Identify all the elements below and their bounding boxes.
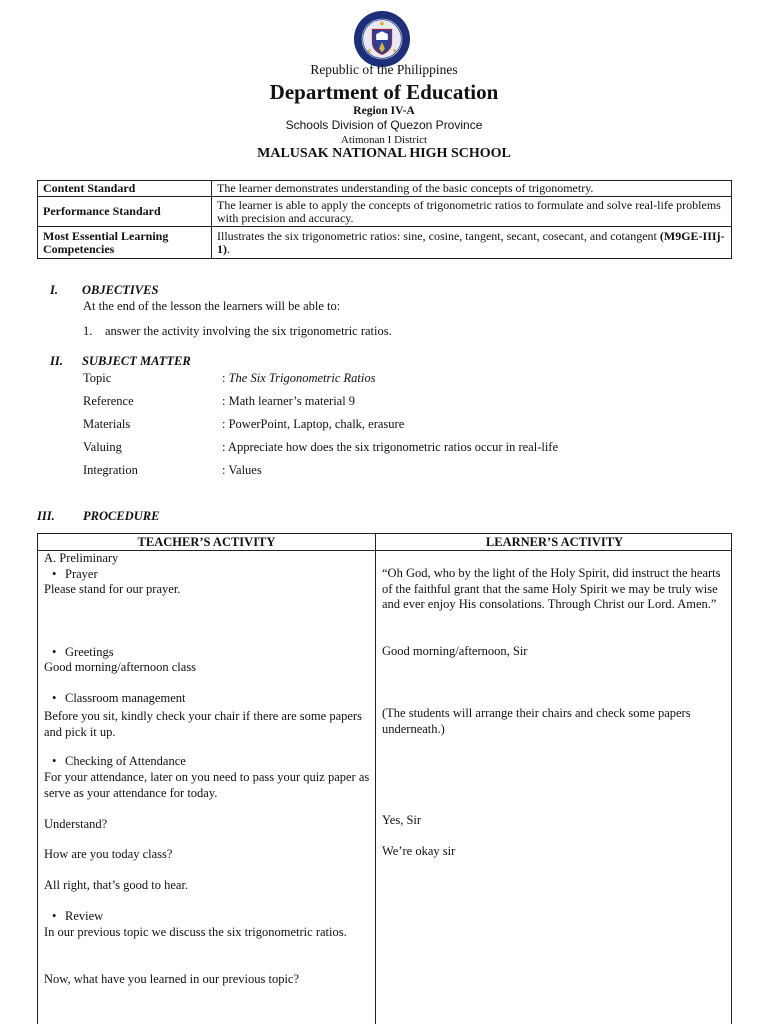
bullet-label: Review [65, 909, 104, 923]
melc-text: Illustrates the six trigonometric ratios: sine, cosine, tangent, secant, cosecant, and cotangent [217, 228, 660, 243]
bullet-icon: • [52, 909, 57, 923]
learner-prayer: “Oh God, who by the light of the Holy Spirit, did instruct the hearts of the faithful grant that the same Holy Spirit we may be truly wise and ever enjoy His consolations. Through Christ our Lord. Amen.” [382, 566, 721, 611]
column-divider [375, 534, 376, 1024]
how-are-you-text: How are you today class? [44, 847, 173, 861]
bullet-icon: • [52, 754, 57, 768]
classroom-text: Before you sit, kindly check your chair if there are some papers and pick it up. [44, 709, 362, 739]
bullet-icon: • [52, 645, 57, 659]
melc-end: . [227, 241, 230, 256]
learner-classroom: (The students will arrange their chairs and check some papers underneath.) [382, 706, 691, 736]
separator: : [222, 394, 229, 408]
topic-value [222, 371, 375, 386]
deped-seal-icon [353, 10, 411, 68]
separator: : [222, 463, 229, 477]
bullet-icon: • [52, 567, 57, 581]
topic-label: Topic [83, 371, 112, 385]
section-title: OBJECTIVES [82, 283, 159, 297]
valuing-value [222, 440, 558, 455]
objective-item [83, 324, 392, 339]
section-number: I. [50, 283, 58, 297]
bullet-label: Greetings [65, 645, 114, 659]
learner-activity-header: LEARNER’S ACTIVITY [485, 535, 624, 549]
table-row [38, 181, 732, 197]
republic-heading: Republic of the Philippines [310, 62, 458, 77]
learner-okay: We’re okay sir [382, 844, 456, 858]
materials-text: PowerPoint, Laptop, chalk, erasure [228, 417, 405, 431]
table-row [38, 197, 732, 227]
topic-text: The Six Trigonometric Ratios [228, 371, 376, 385]
teacher-activity-header: TEACHER’S ACTIVITY [137, 535, 276, 549]
greetings-bullet [52, 645, 114, 660]
objectives-intro: At the end of the lesson the learners will be able to: [83, 299, 341, 313]
bullet-label: Classroom management [65, 691, 186, 705]
standard-label: Most Essential Learning Competencies [38, 227, 212, 259]
attendance-text: For your attendance, later on you need to pass your quiz paper as serve as your attendance for today. [44, 770, 370, 800]
standard-text [212, 227, 732, 259]
greetings-text: Good morning/afternoon class [44, 660, 197, 674]
standard-label: Content Standard [38, 181, 212, 197]
review-bullet [52, 909, 103, 924]
standard-label: Performance Standard [38, 197, 212, 227]
bullet-label: Prayer [65, 567, 98, 581]
department-heading: Department of Education [269, 80, 499, 104]
review-text: In our previous topic we discuss the six trigonometric ratios. [44, 925, 347, 939]
separator: : [222, 417, 229, 431]
learner-greeting: Good morning/afternoon, Sir [382, 644, 528, 658]
section-number: III. [37, 509, 55, 523]
section-title: PROCEDURE [83, 509, 160, 523]
objective-text: answer the activity involving the six trigonometric ratios. [105, 324, 392, 338]
valuing-label: Valuing [83, 440, 122, 454]
reference-value [222, 394, 355, 409]
integration-value [222, 463, 262, 478]
review-question: Now, what have you learned in our previous topic? [44, 972, 300, 986]
integration-label: Integration [83, 463, 138, 477]
melc-code: (M9GE-IIIj-1) [217, 228, 725, 256]
bullet-icon: • [52, 691, 57, 705]
standards-table [37, 180, 732, 259]
section-title: SUBJECT MATTER [82, 354, 191, 368]
school-heading: MALUSAK NATIONAL HIGH SCHOOL [257, 146, 511, 161]
separator: : [222, 371, 229, 385]
table-row [38, 227, 732, 259]
standard-text: The learner is able to apply the concepts of trigonometric ratios to formulate and solve real-life problems with precision and accuracy. [212, 197, 732, 227]
procedure-table [37, 533, 732, 1024]
preliminary-label: A. Preliminary [44, 551, 119, 565]
materials-value [222, 417, 404, 432]
prayer-bullet [52, 567, 98, 582]
division-heading: Schools Division of Quezon Province [285, 118, 483, 132]
understand-text: Understand? [44, 817, 108, 831]
learner-yes: Yes, Sir [382, 813, 422, 827]
objective-number: 1. [83, 324, 93, 338]
classroom-bullet [52, 691, 185, 706]
reference-text: Math learner’s material 9 [228, 394, 356, 408]
standard-text: The learner demonstrates understanding of the basic concepts of trigonometry. [212, 181, 732, 197]
integration-text: Values [228, 463, 262, 477]
district-heading: Atimonan I District [340, 134, 428, 146]
materials-label: Materials [83, 417, 131, 431]
separator: : [222, 440, 228, 454]
attendance-bullet [52, 754, 186, 769]
prayer-text: Please stand for our prayer. [44, 582, 181, 596]
region-heading: Region IV-A [353, 105, 415, 117]
bullet-label: Checking of Attendance [65, 754, 186, 768]
all-right-text: All right, that’s good to hear. [44, 878, 189, 892]
valuing-text: Appreciate how does the six trigonometric ratios occur in real-life [227, 440, 559, 454]
section-number: II. [50, 354, 63, 368]
reference-label: Reference [83, 394, 134, 408]
